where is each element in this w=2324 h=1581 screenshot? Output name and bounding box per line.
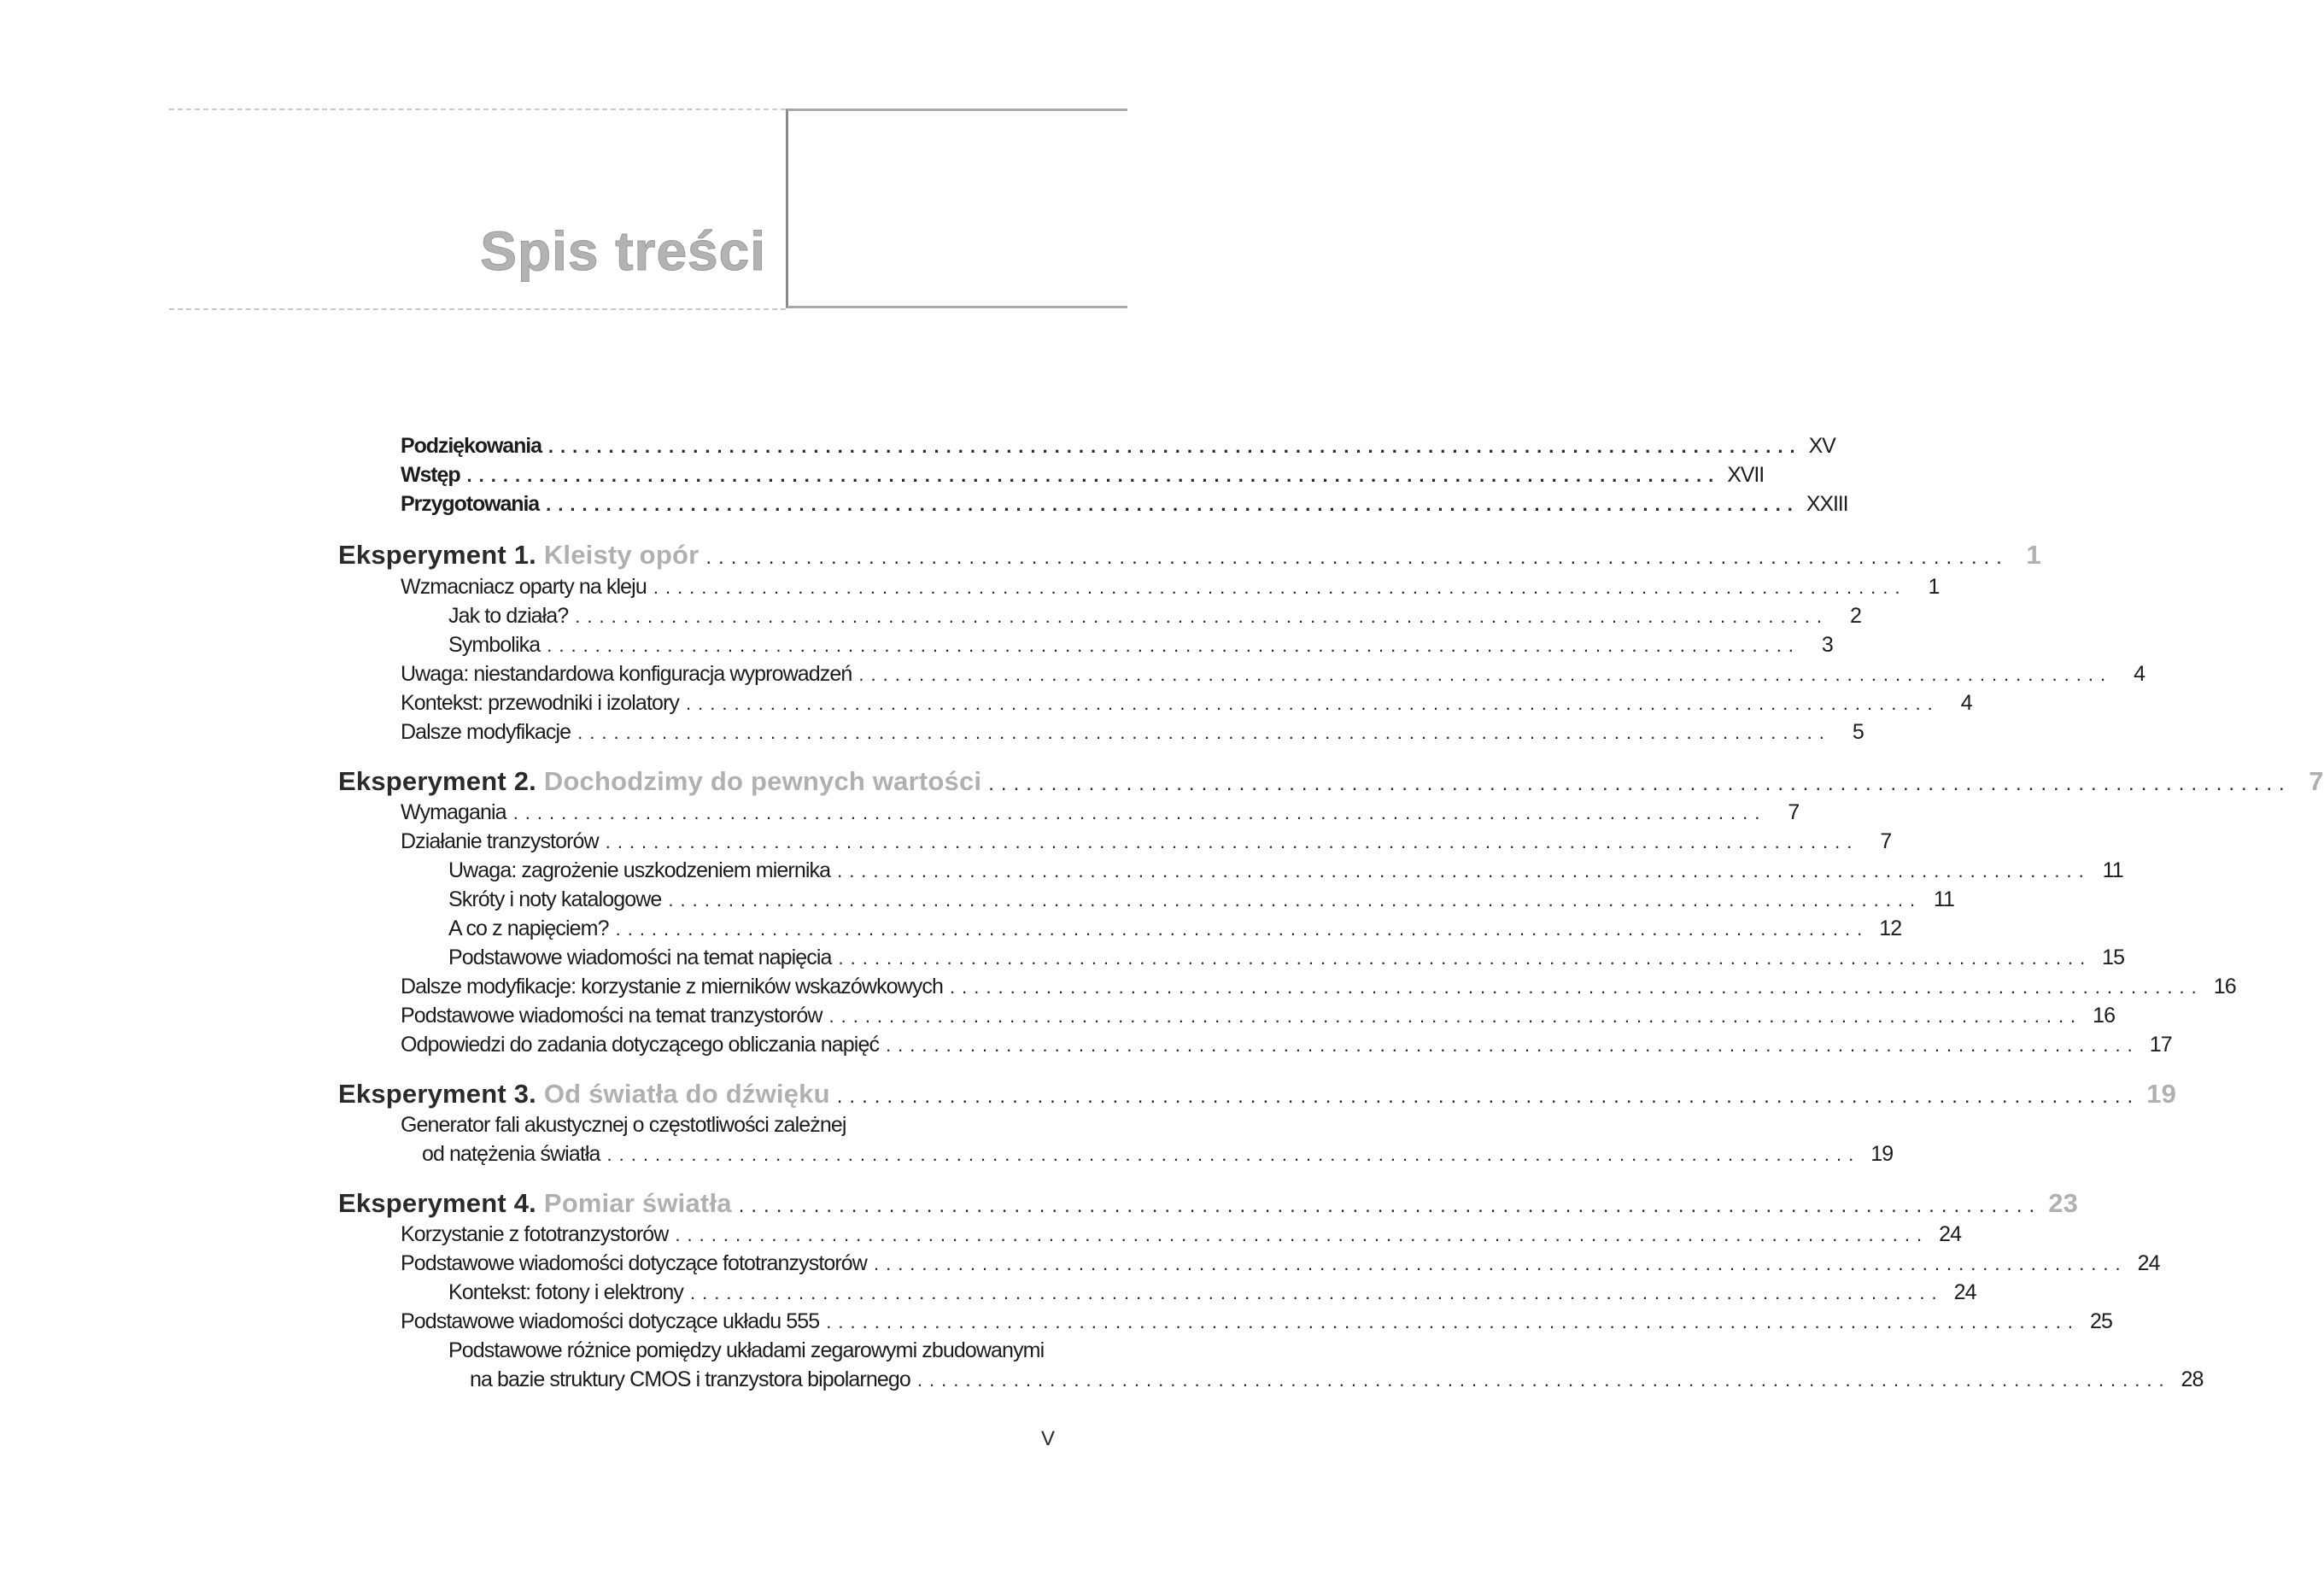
leader-dots: ........................................................................................................: [675, 1224, 1929, 1245]
leader-dots: ........................................................................................................: [873, 1253, 2128, 1274]
leader-dots: ........................................................................................................: [547, 635, 1800, 656]
toc-page-number: 12: [1879, 916, 1902, 940]
dashed-rule-bottom: [169, 308, 786, 310]
toc-subentry[interactable]: [448, 858, 2123, 883]
toc-entry[interactable]: [401, 1251, 2160, 1276]
chapter-page-number: 7: [2309, 766, 2324, 796]
leader-dots: ........................................................................................................: [916, 1369, 2171, 1391]
toc-entry[interactable]: [401, 1033, 2172, 1057]
leader-dots: ........................................................................................................: [577, 722, 1831, 743]
toc-entry-label: na bazie struktury CMOS i tranzystora bipolarnego: [470, 1367, 910, 1391]
toc-subentry[interactable]: [470, 1367, 2204, 1392]
toc-entry-label: Uwaga: zagrożenie uszkodzeniem miernika: [448, 858, 831, 882]
chapter-title: Od światła do dźwięku: [543, 1079, 830, 1109]
toc-entry-label: Podstawowe wiadomości dotyczące fototranzystorów: [401, 1251, 867, 1275]
toc-page-number: 25: [2089, 1309, 2112, 1333]
leader-dots: ........................................................................................................: [668, 889, 1923, 911]
toc-entry-label: Kontekst: fotony i elektrony: [448, 1280, 683, 1304]
toc-entry[interactable]: [401, 1004, 2116, 1028]
toc-entry[interactable]: [422, 1142, 1894, 1167]
toc-subentry[interactable]: [448, 633, 1833, 658]
toc-page-number: 4: [1960, 691, 1972, 715]
toc-page-number: 2: [1849, 604, 1861, 628]
toc-entry-label: Symbolika: [448, 633, 541, 657]
chapter-number-label: Eksperyment 1.: [338, 540, 536, 570]
toc-subentry[interactable]: [448, 604, 1861, 629]
toc-entry-label: Dalsze modyfikacje: korzystanie z mierników wskazówkowych: [401, 975, 944, 998]
chapter-number-label: Eksperyment 4.: [338, 1188, 536, 1218]
leader-dots: ........................................................................................................: [828, 1005, 2083, 1027]
toc-chapter-1[interactable]: [338, 540, 2041, 571]
leader-dots: ........................................................................................................: [653, 577, 1907, 598]
toc-page-number: 1: [1928, 575, 1940, 599]
chapter-number-label: Eksperyment 3.: [338, 1079, 536, 1109]
toc-page-number: XVII: [1727, 463, 1765, 487]
leader-dots: ........................................................................................................: [689, 1282, 1944, 1303]
title-box-frame: [786, 108, 1127, 308]
leader-dots: ........................................................................................................: [988, 772, 2292, 795]
chapter-title: Kleisty opór: [543, 540, 700, 570]
toc-chapter-3[interactable]: [338, 1079, 2177, 1110]
toc-entry-label: A co z napięciem?: [448, 916, 609, 940]
leader-dots: ........................................................................................................: [858, 664, 2113, 685]
toc-page-number: 4: [2134, 662, 2145, 686]
toc-page-number: 5: [1852, 720, 1864, 744]
leader-dots: ........................................................................................................: [575, 606, 1829, 627]
toc-entry[interactable]: [401, 575, 1940, 600]
leader-dots: ........................................................................................................: [705, 546, 2009, 569]
toc-page-number: 24: [2137, 1251, 2160, 1275]
toc-entry[interactable]: [401, 975, 2236, 999]
toc-subentry-label-line1[interactable]: Podstawowe różnice pomiędzy układami zegarowymi zbudowanymi: [448, 1338, 1045, 1362]
toc-entry-front-preparations[interactable]: [401, 492, 1848, 517]
toc-entry-label: Podstawowe wiadomości na temat napięcia: [448, 946, 832, 969]
leader-dots: ........................................................................................................: [836, 1085, 2140, 1108]
toc-page-number: 28: [2181, 1367, 2204, 1391]
toc-entry-label: Podziękowania: [401, 434, 541, 458]
leader-dots: ........................................................................................................: [837, 860, 2091, 881]
toc-subentry[interactable]: [448, 916, 1902, 941]
chapter-title: Dochodzimy do pewnych wartości: [543, 766, 982, 796]
toc-entry-label: Wstęp: [401, 463, 460, 487]
toc-entry-label: Kontekst: przewodniki i izolatory: [401, 691, 680, 715]
toc-entry[interactable]: [401, 829, 1892, 854]
toc-subentry[interactable]: [448, 887, 1955, 912]
toc-entry-label: Podstawowe wiadomości na temat tranzystorów: [401, 1004, 822, 1028]
toc-chapter-4[interactable]: [338, 1188, 2079, 1219]
page-folio: V: [1041, 1427, 1056, 1450]
page-title: Spis treści: [480, 220, 766, 282]
toc-entry-label: Uwaga: niestandardowa konfiguracja wyprowadzeń: [401, 662, 852, 686]
chapter-title: Pomiar światła: [543, 1188, 732, 1218]
toc-page-number: 16: [2093, 1004, 2116, 1028]
leader-dots: ........................................................................................................: [546, 494, 1800, 515]
toc-page-number: XXIII: [1806, 492, 1848, 516]
leader-dots: ........................................................................................................: [886, 1034, 2140, 1056]
toc-entry-label: Dalsze modyfikacje: [401, 720, 571, 744]
toc-entry-label: Odpowiedzi do zadania dotyczącego obliczania napięć: [401, 1033, 880, 1057]
toc-entry-label: Korzystanie z fototranzystorów: [401, 1222, 669, 1246]
toc-page-number: 17: [2149, 1033, 2172, 1057]
leader-dots: ........................................................................................................: [605, 831, 1859, 852]
toc-entry[interactable]: [401, 1222, 1962, 1247]
toc-entry-label: Wymagania: [401, 800, 506, 824]
toc-page-number: 11: [1933, 887, 1955, 911]
toc-page-number: 24: [1939, 1222, 1962, 1246]
toc-page-number: 19: [1870, 1142, 1894, 1166]
chapter-number-label: Eksperyment 2.: [338, 766, 536, 796]
toc-entry[interactable]: [401, 800, 1800, 825]
toc-page-number: 15: [2102, 946, 2125, 969]
chapter-page-number: 19: [2146, 1079, 2177, 1109]
dashed-rule-top: [169, 108, 786, 110]
leader-dots: ........................................................................................................: [606, 1144, 1861, 1165]
leader-dots: ........................................................................................................: [466, 465, 1721, 486]
toc-page-number: 24: [1953, 1280, 1976, 1304]
toc-entry-label-line1[interactable]: Generator fali akustycznej o częstotliwości zależnej: [401, 1113, 846, 1137]
leader-dots: ........................................................................................................: [615, 918, 1870, 940]
toc-entry-front-introduction[interactable]: [401, 463, 1765, 488]
chapter-page-number: 1: [2026, 540, 2041, 570]
leader-dots: ........................................................................................................: [826, 1311, 2080, 1332]
toc-subentry[interactable]: [448, 1280, 1976, 1305]
leader-dots: ........................................................................................................: [547, 436, 1802, 457]
chapter-page-number: 23: [2048, 1188, 2079, 1218]
toc-entry-label: Wzmacniacz oparty na kleju: [401, 575, 647, 599]
toc-entry-label: od natężenia światła: [422, 1142, 600, 1166]
toc-page-number: XV: [1808, 434, 1835, 458]
leader-dots: ........................................................................................................: [512, 802, 1767, 823]
toc-page-number: 7: [1788, 800, 1800, 824]
leader-dots: ........................................................................................................: [838, 947, 2093, 969]
leader-dots: ........................................................................................................: [738, 1194, 2042, 1217]
toc-entry[interactable]: [401, 691, 1972, 716]
toc-entry-label: Przygotowania: [401, 492, 540, 516]
toc-page-number: 16: [2213, 975, 2236, 998]
toc-page-number: 11: [2102, 858, 2123, 882]
toc-entry-label: Działanie tranzystorów: [401, 829, 599, 853]
toc-entry[interactable]: [401, 720, 1864, 745]
toc-subentry[interactable]: [448, 946, 2125, 970]
toc-entry-label: Skróty i noty katalogowe: [448, 887, 662, 911]
toc-entry-label: Podstawowe wiadomości dotyczące układu 555: [401, 1309, 820, 1333]
toc-page-number: 3: [1821, 633, 1833, 657]
toc-entry-front-acknowledgements[interactable]: [401, 434, 1835, 459]
toc-page-number: 7: [1880, 829, 1892, 853]
toc-entry[interactable]: [401, 1309, 2112, 1334]
toc-entry-label: Jak to działa?: [448, 604, 569, 628]
toc-entry[interactable]: [401, 662, 2145, 687]
leader-dots: ........................................................................................................: [686, 693, 1940, 714]
toc-chapter-2[interactable]: [338, 766, 2324, 797]
leader-dots: ........................................................................................................: [950, 976, 2204, 998]
